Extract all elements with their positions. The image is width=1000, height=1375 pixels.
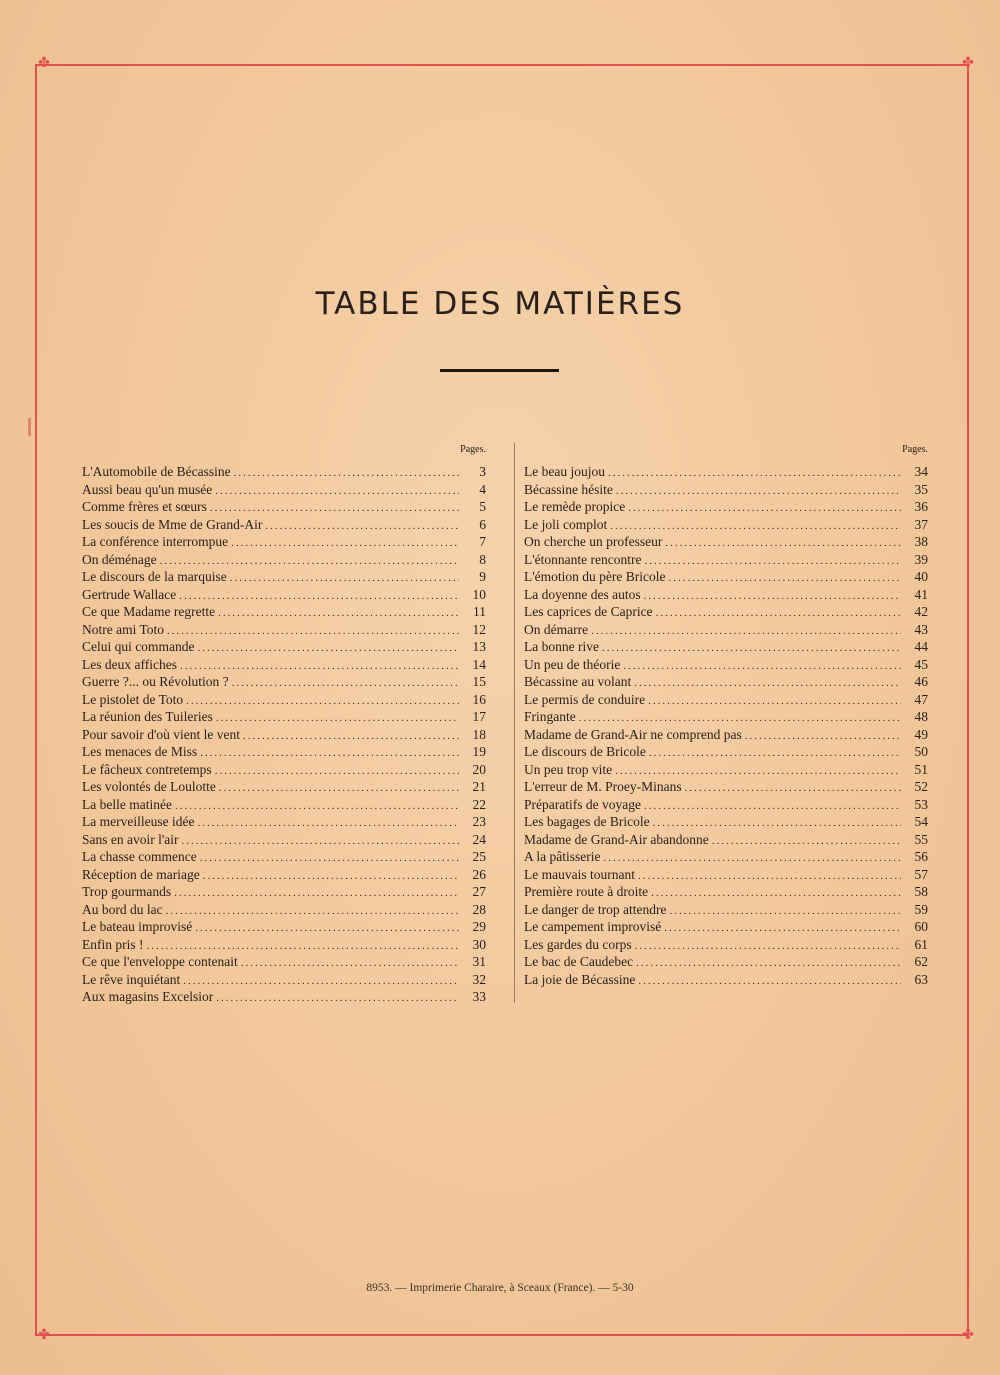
dot-leader	[175, 798, 459, 816]
toc-entry-page: 20	[472, 761, 486, 777]
toc-entry	[82, 568, 486, 586]
dot-leader	[183, 973, 459, 991]
dot-leader	[166, 903, 459, 921]
toc-left-list	[82, 463, 486, 1006]
toc-entry-page: 12	[472, 621, 486, 637]
toc-entry-title: On démarre	[524, 621, 589, 637]
toc-entry-page: 43	[914, 621, 928, 637]
toc-entry	[524, 481, 928, 499]
toc-entry-title: On déménage	[82, 551, 157, 567]
toc-entry-page: 39	[914, 551, 928, 567]
toc-entry-title: Première route à droite	[524, 884, 649, 899]
toc-entry-title: Bécassine hésite	[524, 481, 613, 497]
toc-entry-title: Le pistolet de Toto	[82, 691, 184, 707]
toc-entry	[524, 901, 928, 919]
toc-entry-page: 11	[473, 604, 486, 619]
toc-entry-title: Le permis de conduire	[524, 691, 646, 707]
toc-entry	[524, 586, 928, 604]
corner-ornament-icon: ✤	[38, 56, 50, 71]
dot-leader	[174, 885, 459, 903]
toc-entry	[524, 463, 928, 481]
toc-entry-title: L'émotion du père Bricole	[524, 569, 666, 584]
dot-leader	[685, 780, 901, 798]
toc-entry-page: 59	[914, 901, 928, 917]
dot-leader	[243, 728, 459, 746]
toc-entry-page: 25	[472, 849, 486, 864]
toc-entry	[524, 778, 928, 796]
toc-entry	[82, 813, 486, 831]
toc-entry	[82, 866, 486, 884]
toc-entry	[82, 551, 486, 569]
toc-entry-page: 10	[472, 586, 486, 602]
dot-leader	[712, 833, 901, 851]
toc-entry-title: Sans en avoir l'air	[82, 831, 179, 847]
toc-entry	[524, 831, 928, 849]
toc-entry-page: 37	[914, 516, 928, 532]
dot-leader	[216, 990, 459, 1008]
toc-entry-title: Ce que l'enveloppe contenait	[82, 954, 238, 969]
dot-leader	[745, 728, 901, 746]
toc-entry-page: 42	[914, 604, 928, 619]
dot-leader	[230, 570, 459, 588]
toc-right-column	[524, 443, 928, 988]
toc-entry	[82, 883, 486, 901]
dot-leader	[648, 693, 901, 711]
dot-leader	[602, 640, 901, 658]
dot-leader	[638, 868, 901, 886]
toc-entry-title: Celui qui commande	[82, 639, 195, 654]
toc-entry-title: Préparatifs de voyage	[524, 796, 641, 812]
toc-entry-title: Un peu de théorie	[524, 656, 621, 672]
toc-entry-page: 55	[914, 831, 928, 847]
toc-entry-title: Enfin pris !	[82, 936, 144, 952]
toc-entry-page: 36	[914, 499, 928, 514]
toc-entry-page: 3	[479, 464, 486, 479]
dot-leader	[636, 955, 901, 973]
toc-entry	[524, 796, 928, 814]
toc-entry-page: 38	[914, 534, 928, 549]
toc-entry-title: La joie de Bécassine	[524, 971, 636, 987]
toc-entry-title: Les menaces de Miss	[82, 744, 198, 759]
toc-entry-page: 49	[914, 726, 928, 742]
toc-entry	[524, 568, 928, 586]
toc-entry-page: 45	[914, 656, 928, 672]
toc-entry	[82, 533, 486, 551]
dot-leader	[656, 605, 901, 623]
toc-entry	[524, 516, 928, 534]
toc-entry-title: Les volontés de Loulotte	[82, 779, 216, 794]
toc-entry-page: 62	[914, 954, 928, 969]
toc-entry-title: Un peu trop vite	[524, 761, 613, 777]
toc-entry	[82, 708, 486, 726]
toc-entry	[82, 761, 486, 779]
toc-entry-page: 47	[914, 691, 928, 707]
dot-leader	[603, 850, 901, 868]
toc-entry-title: Madame de Grand-Air abandonne	[524, 831, 709, 847]
toc-entry-title: Bécassine au volant	[524, 674, 632, 689]
toc-entry-title: Les bagages de Bricole	[524, 814, 650, 829]
toc-entry-title: La chasse commence	[82, 849, 197, 864]
toc-entry	[524, 708, 928, 726]
dot-leader	[265, 518, 459, 536]
toc-entry-page: 50	[914, 744, 928, 759]
toc-entry	[524, 673, 928, 691]
toc-entry	[524, 621, 928, 639]
dot-leader	[215, 483, 459, 501]
toc-entry-page: 58	[914, 884, 928, 899]
toc-entry	[82, 638, 486, 656]
dot-leader	[645, 553, 902, 571]
toc-entry-page: 28	[472, 901, 486, 917]
toc-entry-title: Le bac de Caudebec	[524, 954, 634, 969]
toc-entry-title: La doyenne des autos	[524, 586, 641, 602]
toc-entry-page: 17	[472, 709, 486, 724]
toc-entry-page: 57	[914, 866, 928, 882]
dot-leader	[241, 955, 459, 973]
toc-entry-page: 26	[472, 866, 486, 882]
toc-entry	[524, 533, 928, 551]
dot-leader	[197, 815, 459, 833]
column-divider	[514, 443, 515, 1003]
toc-entry-title: Comme frères et sœurs	[82, 499, 207, 514]
toc-entry	[524, 551, 928, 569]
toc-entry-title: L'étonnante rencontre	[524, 551, 642, 567]
toc-entry-page: 6	[479, 516, 486, 532]
toc-entry-title: Le fâcheux contretemps	[82, 761, 212, 777]
toc-entry-page: 9	[479, 569, 486, 584]
toc-entry-title: Au bord du lac	[82, 901, 163, 917]
toc-entry	[82, 586, 486, 604]
pages-column-label: Pages.	[902, 444, 928, 455]
toc-entry-page: 7	[479, 534, 486, 549]
dot-leader	[216, 710, 459, 728]
toc-entry-title: L'erreur de M. Proey-Minans	[524, 779, 682, 794]
toc-entry	[524, 603, 928, 621]
toc-entry-title: Le joli complot	[524, 516, 608, 532]
toc-entry-title: Le rêve inquiétant	[82, 971, 181, 987]
toc-entry-page: 41	[914, 586, 928, 602]
toc-entry	[82, 481, 486, 499]
toc-entry	[524, 866, 928, 884]
toc-entry-title: Les gardes du corps	[524, 936, 632, 952]
toc-right-list	[524, 463, 928, 988]
toc-entry-page: 32	[472, 971, 486, 987]
toc-entry-title: Le campement improvisé	[524, 919, 662, 934]
dot-leader	[608, 465, 901, 483]
toc-entry-title: Pour savoir d'où vient le vent	[82, 726, 241, 742]
dot-leader	[669, 570, 901, 588]
toc-entry	[524, 918, 928, 936]
toc-entry	[524, 656, 928, 674]
toc-entry-page: 40	[914, 569, 928, 584]
toc-entry	[82, 726, 486, 744]
toc-entry-title: Le remède propice	[524, 499, 626, 514]
toc-entry-page: 61	[914, 936, 928, 952]
toc-entry	[82, 691, 486, 709]
toc-entry	[524, 971, 928, 989]
toc-entry-page: 44	[914, 639, 928, 654]
dot-leader	[232, 675, 459, 693]
corner-ornament-icon: ✤	[962, 56, 974, 71]
toc-entry-page: 53	[914, 796, 928, 812]
toc-entry-page: 51	[914, 761, 928, 777]
toc-entry-title: Notre ami Toto	[82, 621, 165, 637]
toc-entry-page: 5	[479, 499, 486, 514]
dot-leader	[664, 920, 901, 938]
toc-entry-page: 56	[914, 849, 928, 864]
toc-entry	[524, 638, 928, 656]
toc-entry-title: Trop gourmands	[82, 884, 172, 899]
toc-entry-title: Le discours de Bricole	[524, 744, 646, 759]
toc-entry-title: Le beau joujou	[524, 464, 605, 479]
toc-entry-page: 63	[914, 971, 928, 987]
toc-entry	[82, 848, 486, 866]
toc-entry	[82, 463, 486, 481]
toc-entry-page: 24	[472, 831, 486, 847]
toc-entry-page: 60	[914, 919, 928, 934]
toc-entry-title: Les soucis de Mme de Grand-Air	[82, 516, 263, 532]
toc-entry-title: Le bateau improvisé	[82, 919, 193, 934]
toc-entry-title: Le discours de la marquise	[82, 569, 227, 584]
dot-leader	[200, 850, 459, 868]
toc-entry	[524, 848, 928, 866]
toc-entry-page: 18	[472, 726, 486, 742]
toc-entry-page: 23	[472, 814, 486, 829]
dot-leader	[218, 605, 459, 623]
toc-entry-title: La merveilleuse idée	[82, 814, 195, 829]
toc-entry	[82, 621, 486, 639]
dot-leader	[591, 623, 901, 641]
toc-entry	[524, 498, 928, 516]
toc-entry	[82, 936, 486, 954]
dot-leader	[195, 920, 459, 938]
toc-entry-title: Les deux affiches	[82, 656, 177, 672]
toc-entry-page: 8	[479, 551, 486, 567]
dot-leader	[197, 640, 459, 658]
toc-entry-title: Le mauvais tournant	[524, 866, 635, 882]
toc-entry	[524, 726, 928, 744]
toc-entry-title: La bonne rive	[524, 639, 599, 654]
toc-entry	[82, 516, 486, 534]
toc-entry-page: 48	[914, 709, 928, 724]
toc-entry-title: On cherche un professeur	[524, 534, 663, 549]
toc-entry	[524, 936, 928, 954]
toc-entry-title: Fringante	[524, 709, 576, 724]
corner-ornament-icon: ✤	[962, 1328, 974, 1343]
toc-entry-page: 22	[472, 796, 486, 812]
toc-entry-page: 54	[914, 814, 928, 829]
toc-entry-title: Aux magasins Excelsior	[82, 989, 214, 1004]
title-underline	[440, 369, 559, 372]
toc-entry	[524, 761, 928, 779]
toc-entry-title: Aussi beau qu'un musée	[82, 481, 213, 497]
toc-entry	[524, 813, 928, 831]
dot-leader	[231, 535, 459, 553]
toc-entry-page: 34	[914, 464, 928, 479]
toc-entry-title: La conférence interrompue	[82, 534, 229, 549]
toc-entry	[82, 743, 486, 761]
toc-entry-title: Gertrude Wallace	[82, 586, 177, 602]
toc-entry	[82, 953, 486, 971]
printer-imprint: 8953. — Imprimerie Charaire, à Sceaux (France). — 5-30	[366, 1282, 634, 1294]
toc-entry-title: La réunion des Tuileries	[82, 709, 213, 724]
toc-entry-page: 13	[472, 639, 486, 654]
toc-left-column	[82, 443, 486, 1006]
toc-entry-page: 35	[914, 481, 928, 497]
pages-column-label: Pages.	[460, 444, 486, 455]
toc-entry	[524, 953, 928, 971]
toc-entry-title: Madame de Grand-Air ne comprend pas	[524, 726, 742, 742]
toc-entry-page: 19	[472, 744, 486, 759]
toc-entry-title: Le danger de trop attendre	[524, 901, 667, 917]
dot-leader	[638, 973, 901, 991]
toc-entry	[524, 883, 928, 901]
toc-entry-page: 14	[472, 656, 486, 672]
dot-leader	[644, 588, 901, 606]
toc-entry	[82, 971, 486, 989]
dot-leader	[182, 833, 459, 851]
dot-leader	[649, 745, 901, 763]
corner-ornament-icon: ✤	[38, 1328, 50, 1343]
dot-leader	[234, 465, 459, 483]
dot-leader	[634, 675, 901, 693]
dot-leader	[623, 658, 901, 676]
toc-entry-title: L'Automobile de Bécassine	[82, 464, 231, 479]
dot-leader	[186, 693, 459, 711]
dot-leader	[203, 868, 459, 886]
toc-entry-page: 29	[472, 919, 486, 934]
dot-leader	[651, 885, 901, 903]
toc-entry	[82, 918, 486, 936]
toc-entry-page: 30	[472, 936, 486, 952]
toc-entry-page: 4	[479, 481, 486, 497]
dot-leader	[644, 798, 901, 816]
toc-entry-title: La belle matinée	[82, 796, 172, 812]
toc-entry-page: 52	[914, 779, 928, 794]
margin-mark	[28, 418, 31, 436]
dot-leader	[669, 903, 901, 921]
page-title: TABLE DES MATIÈRES	[315, 286, 685, 322]
toc-entry-title: A la pâtisserie	[524, 849, 601, 864]
toc-entry	[82, 831, 486, 849]
toc-entry-page: 31	[472, 954, 486, 969]
toc-entry	[82, 796, 486, 814]
dot-leader	[179, 588, 459, 606]
dot-leader	[635, 938, 901, 956]
toc-entry-page: 21	[472, 779, 486, 794]
dot-leader	[167, 623, 459, 641]
toc-entry-page: 27	[472, 884, 486, 899]
dot-leader	[665, 535, 901, 553]
toc-entry	[82, 673, 486, 691]
toc-entry	[82, 498, 486, 516]
toc-entry	[82, 603, 486, 621]
toc-entry-title: Les caprices de Caprice	[524, 604, 653, 619]
toc-entry-page: 15	[472, 674, 486, 689]
toc-entry	[524, 743, 928, 761]
toc-entry-page: 33	[472, 989, 486, 1004]
toc-entry-title: Réception de mariage	[82, 866, 200, 882]
toc-entry-page: 46	[914, 674, 928, 689]
toc-entry	[82, 988, 486, 1006]
toc-entry	[82, 778, 486, 796]
dot-leader	[219, 780, 459, 798]
toc-entry	[524, 691, 928, 709]
toc-entry	[82, 656, 486, 674]
dot-leader	[200, 745, 459, 763]
dot-leader	[616, 483, 901, 501]
toc-entry-title: Guerre ?... ou Révolution ?	[82, 674, 229, 689]
dot-leader	[215, 763, 459, 781]
toc-entry-page: 16	[472, 691, 486, 707]
toc-entry	[82, 901, 486, 919]
dot-leader	[628, 500, 901, 518]
toc-entry-title: Ce que Madame regrette	[82, 604, 216, 619]
